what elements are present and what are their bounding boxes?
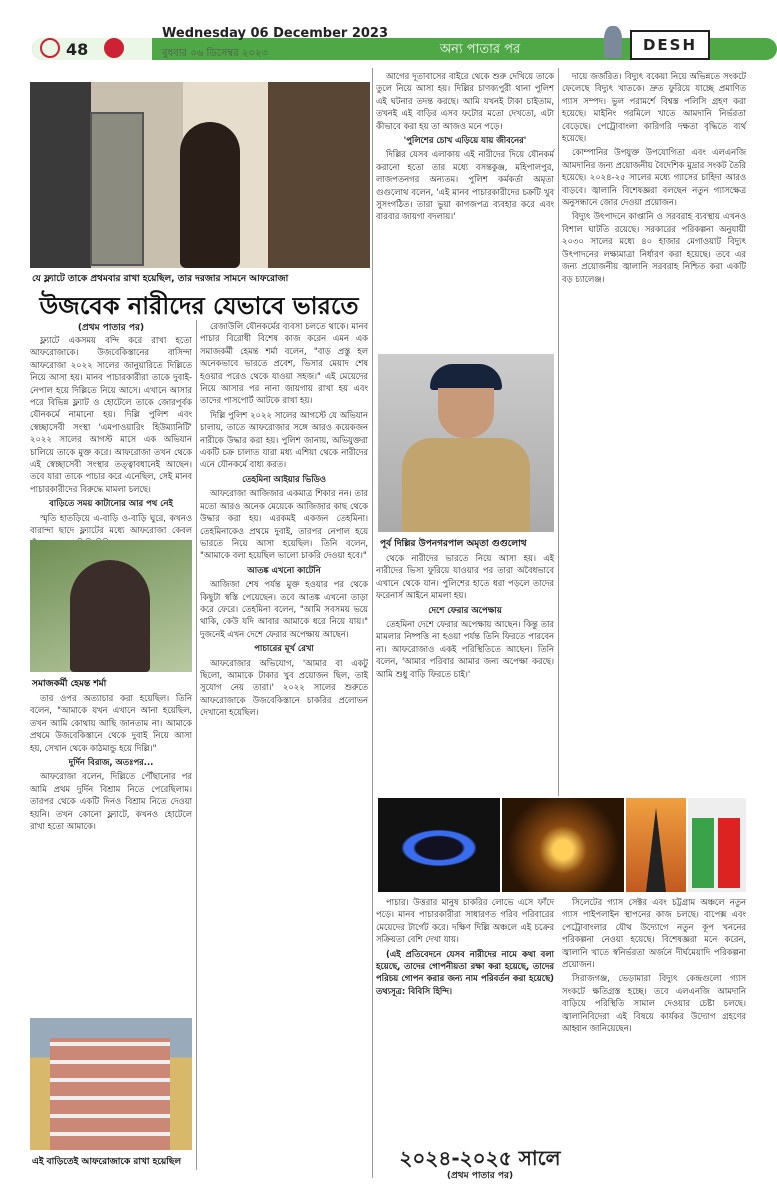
col2-text-block [200,320,368,1170]
logo: DESH [630,30,710,60]
col1-text-block [30,334,192,534]
flag-icon [104,38,124,58]
col3-text-block [376,70,554,350]
col3-paragraph-3: থেকে নারীদের ভারতে নিয়ে আসা হয়। এই নারীদের ভিসা ফুরিয়ে যাওয়ার পর তারা অবৈধভাবে এখানে থেকে যান। পুলিশের হাতে ধরা পড়লে তাদের ফরেনার্স আইনে মামলা হয়। [376,553,554,601]
photo-building [30,1018,192,1150]
col3-text-block-2 [376,552,554,792]
col2-paragraph-5: আফরোজার অভিযোগ, 'আমার বা একটু ছিলো, আমাকে টাকার খুব প্রয়োজন ছিল, তাই সুযোগ নেয় তারা।' ২০২২ সালের শুরুতে আফরোজাকে উজবেকিস্তানে চাকরির প্রলোভন দেখানো হয়েছিল। [200,657,368,718]
photo3-caption: এই বাড়িতেই আফরোজাকে রাখা হয়েছিল [32,1157,182,1167]
col3-paragraph-2: দিল্লির যেসব এলাকায় এই নারীদের দিয়ে যৌনকর্ম করানো হতো তার মধ্যে বসন্তকুঞ্জ, মহিপালপুর, লাজপতনগর অন্যতম। পুলিশ কর্মকর্তা অমৃতা গুগুলোথ বলেন, 'এই মানব পাচারকারীদের চক্রটি খুব সুসংগঠিত। তারা ভুয়া কাগজপত্র ব্যবহার করে এবং বারবার জায়গা বদলায়।' [376,149,554,222]
page-header [0,0,770,68]
col4-paragraph-3: বিদ্যুৎ উৎপাদনে কাপ্তানি ও সরবরাহ ব্যবস্থায় এখনও বিশাল ঘাটতি রয়েছে। সরকারের পরিকল্পনা অনুযায়ী ২০৩০ সালের মধ্যে ৪০ হাজার মেগাওয়াট বিদ্যুৎ উৎপাদনের লক্ষ্যমাত্রা নির্ধারণ করা হয়েছে। তবে এর জন্য প্রয়োজনীয় জ্বালানি সরবরাহ নিশ্চিত করা একটি বড় চ্যালেঞ্জ। [562,211,746,284]
photo-fuel-pump [688,798,746,892]
col1-paragraph-2: স্মৃতি হাতড়িয়ে এ-বাড়ি ও-বাড়ি ঘুরে, কখনও বারান্দা ছাদে ফ্ল্যাটের মধ্যে আফরোজা কেবল [30,512,192,536]
col3-paragraph-5: পাচার। উত্তরার মানুষ চাকরির লোভে এসে ফাঁদে পড়ে। মানব পাচারকারীরা সাধারণত গরিব পরিবারের মেয়েদের টার্গেট করে। দক্ষিণ দিল্লি অঞ্চলে এই চক্রের সক্রিয়তা বেশি দেখা যায়। [376,897,554,945]
col4-text-block [562,70,746,794]
subline: (প্রথম পাতার পর) [77,323,145,333]
col1-subhead-2: দুর্দিন বিরাজ, অতঃপর... [68,757,154,768]
statue-icon [604,26,622,58]
col4-paragraph-4: সিলেটের গ্যাস সেক্টর এবং চট্টগ্রাম অঞ্চলে নতুন গ্যাস পাইপলাইন স্থাপনের কাজ চলছে। বাপেক্স এবং পেট্রোবাংলার যৌথ উদ্যোগে নতুন কূপ খননের পরিকল্পনা নেওয়া হয়েছে। বিশেষজ্ঞরা মনে করেন, জ্বালানি খাতে স্বনির্ভরতা অর্জনে দীর্ঘমেয়াদি পরিকল্পনা প্রয়োজন। [562,897,746,970]
pump-red [718,818,740,888]
col1-paragraph-3: তার ওপর অত্যাচার করা হয়েছিল। তিনি বলেন, "আমাকে যখন এখানে আনা হয়েছিল, তখন আমি কোথায় আছি জানতাম না। আমাকে প্রথমে উজবেকিস্তানে থেকে দুবাই নিয়ে আসা হয়, সেখান থেকে কাঠমান্ডু হয়ে দিল্লি।" [30,693,192,753]
story-headline-2024: ২০২৪-২০২৫ সালে [399,1146,561,1170]
col3-subhead-2: দেশে ফেরার অপেক্ষায় [428,604,502,615]
pump-green [692,818,714,888]
photo2-caption: সমাজকর্মী হেমন্ত শর্মা [32,679,107,689]
pylon-figure [646,808,666,892]
col2-paragraph-4: আজিজা শেষ পর্যন্ত মুক্ত হওয়ার পর থেকে কিছুটা স্বস্তি পেয়েছেন। তবে আতঙ্ক এখনো তাড়া করে ফেরে। তেহমিনা বলেন, "আমি সবসময় ভয়ে থাকি, কেউ যদি আবার আমাকে ধরে নিয়ে যায়।" দুজনেই এখন দেশে ফেরার অপেক্ষায় আছেন। [200,579,368,639]
photo-police-officer [378,354,554,532]
flame-ring [398,828,480,868]
woman-figure [180,122,240,268]
col2-subhead-3: পাচারের মূর্খ রেখা [254,643,314,654]
photo4-caption: পূর্ব দিল্লির উপনগরপাল অমৃতা গুগুলোথ [380,539,527,549]
headline: উজবেক নারীদের যেভাবে ভারতে [39,292,359,320]
photo-gas-flame [378,798,500,892]
building-block [50,1038,170,1150]
col3-text-block-3 [376,896,554,1132]
photo-power-pylon [626,798,686,892]
officer-cap [430,364,502,390]
photo1-caption: যে ফ্ল্যাটে তাকে প্রথমবার রাখা হয়েছিল, তার দরজার সামনে আফরোজা [32,274,289,284]
column-divider [558,68,559,796]
col2-subhead-2: আতঙ্ক এখনো কাটেনি [247,564,321,575]
col4-paragraph-5: সিরাজগঞ্জ, ভেড়ামারা বিদ্যুৎ কেন্দ্রগুলো গ্যাস সংকটে ক্ষতিগ্রস্ত হচ্ছে। তবে এলএনজি আমদানি বাড়িয়ে পরিস্থিতি সামাল দেওয়ার চেষ্টা চলছে। জ্বালানিবিদেরা এই বিষয়ে কার্যকর উদ্যোগ গ্রহণের আহ্বান জানিয়েছেন। [562,973,746,1034]
col2-paragraph-2: দিল্লি পুলিশ ২০২২ সালের আগস্টে যে অভিযান চালায়, তাতে আফরোজার সঙ্গে আরও কয়েকজন নারীকে উদ্ধার করা হয়। পুলিশ জানায়, অভিযুক্তরা একটি চক্র চালাত যারা মধ্য এশিয়া থেকে নারীদের এনে যৌনকর্মে বাধ্য করত। [200,409,368,470]
col2-subhead: তেহমিনা আইয়ার ভিডিও [242,473,326,484]
officer-uniform [402,438,530,532]
disc-icon [40,38,60,58]
col3-paragraph: আগের দূতাবাসের বাইরে থেকে শুরু দেখিয়ে তাকে তুলে নিয়ে আসা হয়। দিল্লির চাণক্যপুরী থানা পুলিশ এই ঘটনার তদন্ত করছে। আমি যখনই টাকা চাইতাম, তখনই এই বাড়ির এসব ফটোর মতো দেখতো, এটা কীভাবে করা হয় তা আজও মনে পড়ে। [376,71,554,131]
column-divider [196,320,197,1170]
column-divider [372,68,373,1178]
story-subline: (প্রথম পাতার পর) [446,1171,514,1181]
col4-paragraph: দায়ে জর্জরিত। বিদ্যুৎ বকেয়া নিয়ে অভিন্নতে সংকটে ফেলেছে বিদ্যুৎ খাতকে। দ্রুত ফুরিয়ে যাচ্ছে প্রমাণিত গ্যাস সম্পদ। ভুল পরামর্শে বিশ্বস্ত পলিসি গ্রহণ করা হয়েছে। মাইনিং গরমিলে খাতে আমদানি নির্ভরতা বেড়েছে। পেট্রোবাংলা কারিগরি দক্ষতা বৃদ্ধিতে ব্যর্থ হয়েছে। [562,71,746,144]
col3-subhead: 'পুলিশের চোখ এড়িয়ে যায় জীবনের' [403,135,527,146]
col4-paragraph-2: কোম্পানির উপযুক্ত উপযোগিতা এবং এলএনজি আমদানির জন্য প্রয়োজনীয় বৈদেশিক মুদ্রার সংকট তৈরি হয়েছে। ২০২৪-২৫ সালের মধ্যে গ্যাসের চাহিদা আরও বাড়বে। জ্বালানি বিশেষজ্ঞরা বলছেন নতুন গ্যাসক্ষেত্র অনুসন্ধানে জোর দেওয়া প্রয়োজন। [562,147,746,208]
col3-note: (এই প্রতিবেদনে যেসব নারীদের নামে কথা বলা হয়েছে, তাদের গোপনীয়তা রক্ষা করা হয়েছে, তাদের পরিচয় গোপন করার জন্য নাম পরিবর্তন করা হয়েছে) তথ্যসূত্র: বিবিসি হিন্দি। [376,948,554,996]
col1-paragraph: ফ্ল্যাটে একসময় বন্দি করে রাখা হতো আফরোজাকে। উজবেকিস্তানের বাসিন্দা আফরোজা ২০২২ সালের জানুয়ারিতে দিল্লিতে নিয়ে আসা হয়। মানব পাচারকারীরা তাকে দুবাই-নেপাল হয়ে দিল্লিতে নিয়ে আসে। এখানে আসার পরে বিভিন্ন ফ্ল্যাট ও হোটেলে তাকে জোরপূর্বক যৌনকর্মে নামানো হয়। দিল্লি পুলিশ এবং স্বেচ্ছাসেবী সংস্থা 'এমপাওয়ারিং হিউম্যানিটি' ২০২২ সালের আগস্ট মাসে এক অভিযান চালিয়ে তাকে মুক্ত করে। আফরোজা তখন থেকে এই স্বেচ্ছাসেবী সংস্থার তত্ত্বাবধানেই আছেন। তবে যারা তাকে পাচার করে এনেছিল, সেই মানব পাচারকারীদের বিরুদ্ধে মামলা চলছে। [30,335,192,494]
section-title: অন্য পাতার পর [439,42,521,57]
col2-paragraph-3: আফরোজা আজিজার একমাত্র শিকার নন। তার মতো আরও অনেক মেয়েকে আজিজার কাছ থেকে উদ্ধার করা হয়। এরকমই একজন তেহমিনা। তেহমিনাকেও প্রথমে দুবাই, তারপর নেপাল হয়ে ভারতে নিয়ে আসা হয়েছিল। তিনি বলেন, "আমাকে বলা হয়েছিল ভালো চাকরি দেওয়া হবে।" [200,488,368,561]
photo-corridor [30,82,370,268]
col1-text-block-2 [30,692,192,1012]
col3-paragraph-4: তেহমিনা দেশে ফেরার অপেক্ষায় আছেন। কিন্তু তার মামলার নিষ্পত্তি না হওয়া পর্যন্ত তিনি ফিরতে পারবেন না। আফরোজাও একই পরিস্থিতিতে আছেন। তিনি বলেন, 'আমার পরিবার আমার জন্য অপেক্ষা করছে। আমি শুধু বাড়ি ফিরতে চাই।' [376,619,554,679]
date-bengali: বুধবার ০৬ ডিসেম্বর ২০২৩ [162,48,268,59]
col2-paragraph: রেজাউলি যৌনকর্মের ব্যবসা চলতে থাকে। মানব পাচার বিরোধী বিশেষ কাজ করেন এমন এক সমাজকর্মী হেমন্ত শর্মা বলেন, "বাড় প্রস্তু হল অনেকভাবে ভারতে প্রবেশ, ভিসার মেয়াদ শেষ হওয়ার পরেও থেকে যাওয়া সহজ।" এই মেয়েদের নিয়ে আসার পর নানা জায়গায় রাখা হয় এবং তাদের পাসপোর্ট আটকে রাখা হয়। [200,321,368,406]
man-figure [70,560,150,672]
photo-lantern [502,798,624,892]
col4-text-block-2 [562,896,746,1176]
page-number: 48 [66,40,89,59]
col1-subhead: বাড়িতে সময় কাটানোর আর পথ নেই [49,498,173,509]
elevator-door [90,112,144,266]
officer-face [438,388,494,438]
col1-paragraph-4: আফরোজা বলেন, দিল্লিতে পৌঁছানোর পর আমি প্রথম দুর্দিন বিশ্রাম নিতে পেরেছিলাম। তারপর থেকে একটি দিনও বিশ্রাম নিতে দেওয়া হয়নি। তখন কোনো ফ্ল্যাটে, কখনও হোটেলে রাখা হতো আমাকে। [30,771,192,832]
photo-hemant-sharma [30,540,192,672]
date-english: Wednesday 06 December 2023 [162,26,389,41]
